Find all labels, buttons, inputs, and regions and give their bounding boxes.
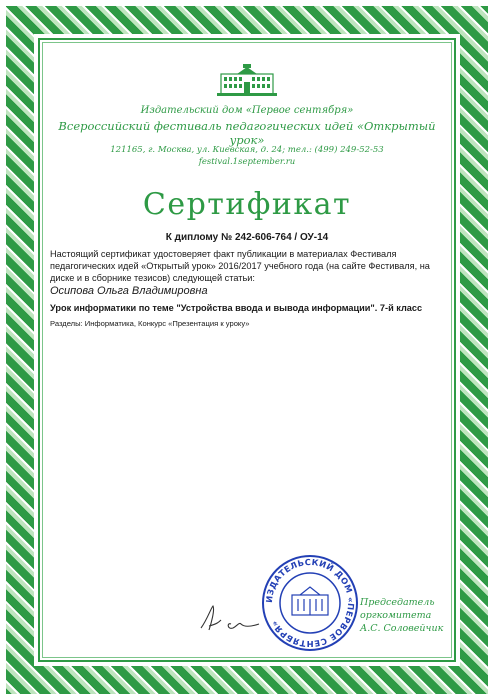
publisher-name: Издательский дом «Первое сентября»: [140, 105, 354, 116]
signature-image: [197, 598, 263, 638]
signer-title-line1: Председатель: [360, 597, 435, 608]
sections-line: Разделы: Информатика, Конкурс «Презентация к уроку»: [50, 319, 250, 328]
signer-title-line2: оргкомитета: [360, 610, 432, 621]
signer-block: [360, 596, 443, 635]
author-name: Осипова Ольга Владимировна: [50, 285, 208, 297]
publisher-stamp: [260, 553, 360, 653]
lesson-title: Урок информатики по теме "Устройства ввода и вывода информации". 7-й класс: [50, 303, 423, 313]
publisher-address: 121165, г. Москва, ул. Киевская, д. 24; тел.: (499) 249-52-53: [110, 145, 384, 155]
festival-name: Всероссийский фестиваль педагогических идей «Открытый урок»: [58, 119, 436, 147]
certificate-body-text: Настоящий сертификат удостоверяет факт публикации в материалах Фестиваля педагогических идей «Открытый урок» 2016/2017 учебного года (на сайте Фестиваля, на диске и в сборнике тезисов) следующей статьи:: [50, 249, 430, 283]
diploma-number: К диплому № 242-606-764 / ОУ-14: [165, 232, 329, 243]
building-logo-icon: [217, 64, 277, 96]
certificate-title: Сертификат: [142, 187, 352, 222]
stamp-text: ИЗДАТЕЛЬСКИЙ ДОМ «ПЕРВОЕ СЕНТЯБРЯ»: [263, 556, 357, 650]
signer-name: А.С. Соловейчик: [360, 623, 444, 634]
festival-site: festival.1september.ru: [198, 157, 296, 167]
